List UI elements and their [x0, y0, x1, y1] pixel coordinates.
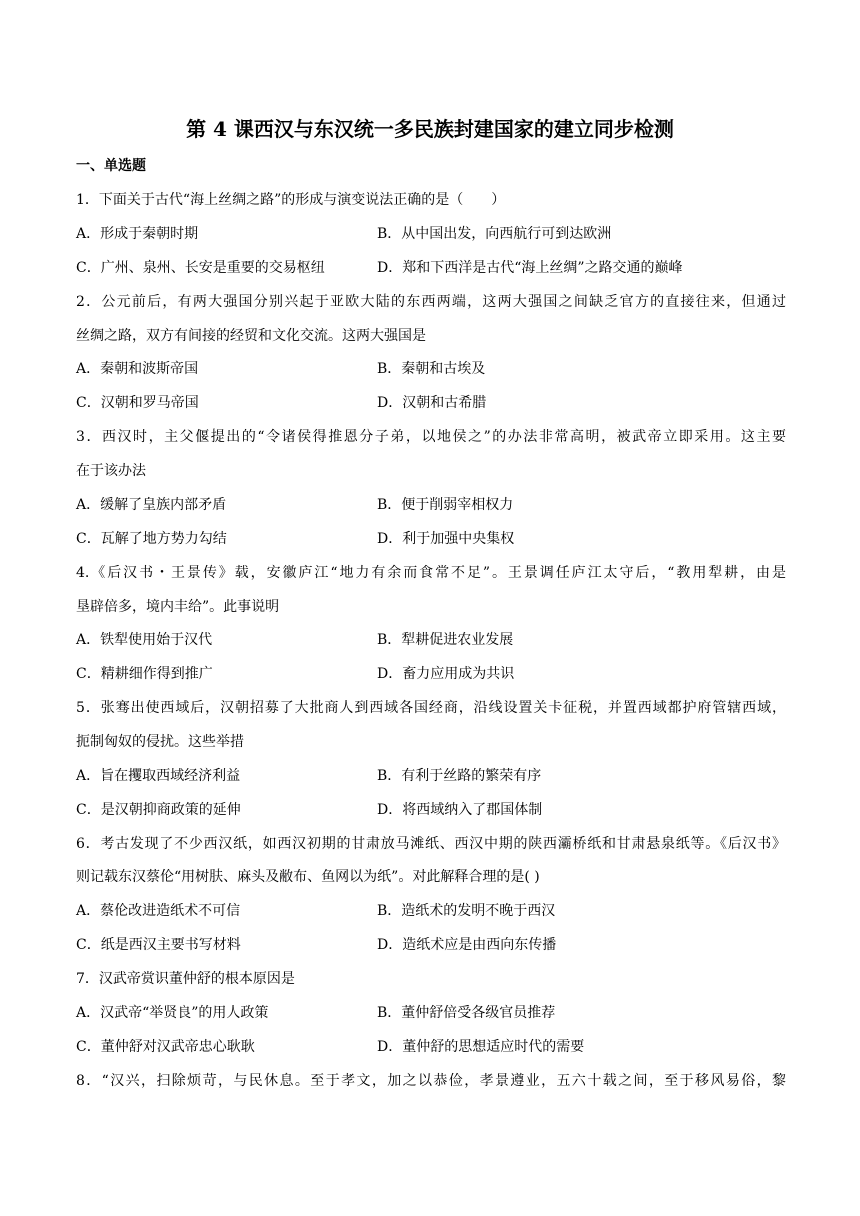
question-1-option-b: B．从中国出发，向西航行可到达欧洲 [377, 226, 612, 242]
question-7-option-b: B．董仲舒倍受各级官员推荐 [377, 1005, 556, 1021]
question-3-option-c: C．瓦解了地方势力勾结 [76, 531, 227, 547]
question-7-option-a: A．汉武帝“举贤良”的用人政策 [76, 1005, 269, 1021]
question-4-stem-line-2: 垦辟倍多，境内丰给”。此事说明 [76, 599, 280, 615]
question-6-option-c: C．纸是西汉主要书写材料 [76, 937, 241, 953]
question-5-option-d: D．将西域纳入了郡国体制 [377, 802, 543, 818]
question-2-option-c: C．汉朝和罗马帝国 [76, 395, 199, 411]
question-4-option-c: C．精耕细作得到推广 [76, 666, 213, 682]
question-4-option-b: B．犁耕促进农业发展 [377, 632, 514, 648]
question-5-option-a: A．旨在攫取西域经济利益 [76, 768, 241, 784]
question-6-option-b: B．造纸术的发明不晚于西汉 [377, 903, 556, 919]
question-8-stem-line-1: 8．“汉兴，扫除烦苛，与民休息。至于孝文，加之以恭俭，孝景遵业，五六十载之间，至于移风易俗，黎 [76, 1073, 786, 1089]
question-3-option-b: B．便于削弱宰相权力 [377, 497, 514, 513]
question-6-stem-line-1: 6．考古发现了不少西汉纸，如西汉初期的甘肃放马滩纸、西汉中期的陕西灞桥纸和甘肃悬泉纸等。《后汉书》 [76, 836, 786, 852]
question-1-option-c: C．广州、泉州、长安是重要的交易枢纽 [76, 260, 325, 276]
question-4-stem-line-1: 4.《后汉书・王景传》载，安徽庐江“地力有余而食常不足”。王景调任庐江太守后，“教用犁耕，由是 [76, 565, 786, 581]
question-7-stem: 7．汉武帝赏识董仲舒的根本原因是 [76, 971, 295, 987]
question-6-option-a: A．蔡伦改进造纸术不可信 [76, 903, 241, 919]
section-heading: 一、单选题 [76, 158, 146, 174]
question-3-stem-line-1: 3．西汉时，主父偃提出的“令诸侯得推恩分子弟，以地侯之”的办法非常高明，被武帝立即采用。这主要 [76, 429, 786, 445]
question-3-option-d: D．利于加强中央集权 [377, 531, 515, 547]
question-6-stem-line-2: 则记载东汉蔡伦“用树肤、麻头及敝布、鱼网以为纸”。对此解释合理的是( ) [76, 869, 540, 885]
question-2-option-a: A．秦朝和波斯帝国 [76, 361, 199, 377]
question-1-option-d: D．郑和下西洋是古代“海上丝绸”之路交通的巅峰 [377, 260, 683, 276]
question-7-option-d: D．董仲舒的思想适应时代的需要 [377, 1039, 585, 1055]
page-title: 第 4 课西汉与东汉统一多民族封建国家的建立同步检测 [186, 117, 674, 141]
question-5-option-b: B．有利于丝路的繁荣有序 [377, 768, 542, 784]
question-2-option-d: D．汉朝和古希腊 [377, 395, 487, 411]
question-2-stem-line-1: 2．公元前后，有两大强国分别兴起于亚欧大陆的东西两端，这两大强国之间缺乏官方的直接往来，但通过 [76, 294, 786, 310]
question-6-option-d: D．造纸术应是由西向东传播 [377, 937, 557, 953]
question-3-option-a: A．缓解了皇族内部矛盾 [76, 497, 227, 513]
question-4-option-d: D．畜力应用成为共识 [377, 666, 515, 682]
question-1-option-a: A．形成于秦朝时期 [76, 226, 199, 242]
question-2-stem-line-2: 丝绸之路，双方有间接的经贸和文化交流。这两大强国是 [76, 328, 426, 344]
question-1-stem: 1．下面关于古代“海上丝绸之路”的形成与演变说法正确的是（ ） [76, 192, 506, 208]
question-7-option-c: C．董仲舒对汉武帝忠心耿耿 [76, 1039, 255, 1055]
question-5-stem-line-1: 5．张骞出使西域后，汉朝招募了大批商人到西域各国经商，沿线设置关卡征税，并置西域都护府管辖西域， [76, 700, 786, 716]
question-5-stem-line-2: 扼制匈奴的侵扰。这些举措 [76, 734, 244, 750]
question-3-stem-line-2: 在于该办法 [76, 463, 146, 479]
question-4-option-a: A．铁犁使用始于汉代 [76, 632, 213, 648]
question-2-option-b: B．秦朝和古埃及 [377, 361, 486, 377]
question-5-option-c: C．是汉朝抑商政策的延伸 [76, 802, 241, 818]
